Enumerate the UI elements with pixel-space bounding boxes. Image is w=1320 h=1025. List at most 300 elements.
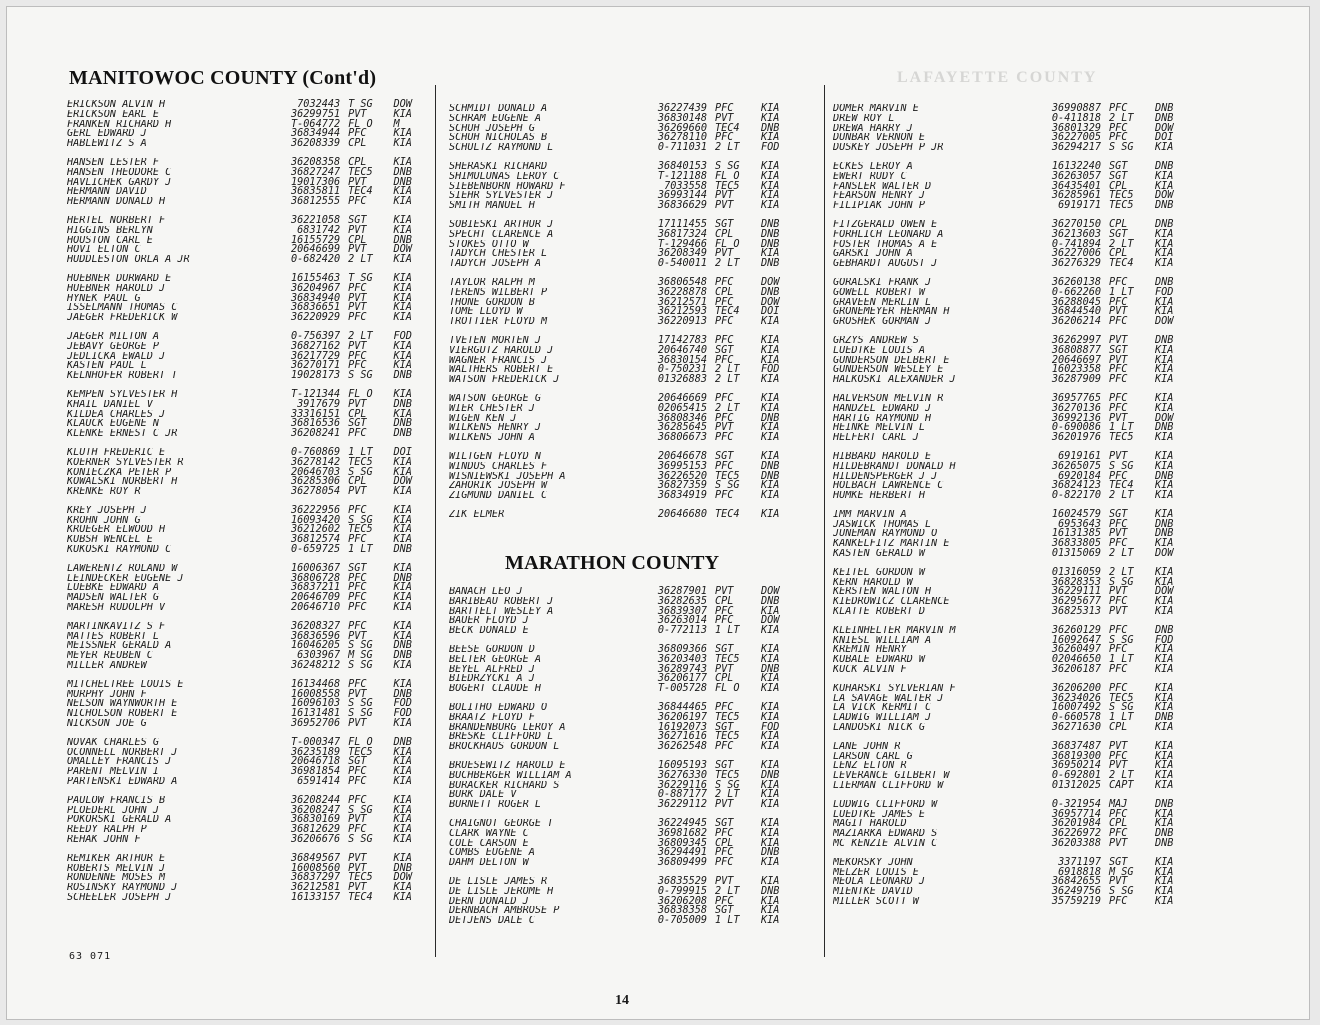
status: DNB [393,234,412,246]
soldier-name: KELNHOFER ROBERT T [67,371,178,381]
serial-number: 36212571 [657,296,707,308]
soldier-name: TAYLOR RALPH M [449,277,535,288]
serial-number: 36204967 [291,282,341,294]
rank: SGT [348,214,367,226]
serial-number: 36271630 [1051,722,1101,734]
soldier-name: BRUESEWITZ HAROLD E [449,760,566,771]
roster-entry [67,236,427,246]
serial-number: 36833805 [1051,538,1101,550]
roster-entry [67,274,427,284]
soldier-name: STOKES OTTO W [449,239,529,250]
roster-group [449,877,819,926]
rank: FL O [715,238,740,250]
soldier-name: LADWIG WILLIAM J [833,713,932,724]
roster-entry [67,883,427,893]
soldier-name: KREY JOSEPH J [67,505,147,516]
status: KIA [761,450,780,462]
roster-group [449,162,819,211]
serial-number: 16192073 [657,721,707,733]
soldier-name: FANSLER WALTER D [833,181,932,192]
rank: PFC [715,490,734,502]
rank: 1 LT [1109,712,1134,724]
rank: PVT [348,718,367,730]
status: FOD [1155,634,1174,646]
soldier-name: EWERT RUDY C [833,171,907,182]
soldier-name: ISSELMANN THOMAS C [67,303,178,314]
soldier-name: HUEBNER HAROLD J [67,283,166,294]
rank: S SG [348,466,373,478]
roster-group [449,220,819,269]
serial-number: 36260138 [1051,276,1101,288]
roster-group [833,336,1193,385]
soldier-name: HANSEN THEODORE C [67,167,172,178]
rank: SGT [1109,508,1128,520]
rank: S SG [1109,576,1134,588]
roster-entry [449,800,819,810]
rank: S SG [348,370,373,382]
rank: PFC [1109,664,1128,676]
roster-entry [833,307,1193,317]
roster-group [449,819,819,868]
roster-entry [833,172,1193,182]
roster-entry [67,168,427,178]
serial-number: 36830154 [657,354,707,366]
serial-number: 36206208 [657,895,707,907]
status: KIA [761,673,780,685]
serial-number: 36285645 [657,422,707,434]
serial-number: 36270150 [1051,218,1101,230]
soldier-name: HOLBACH LAWRENCE C [833,481,944,492]
roster-entry [67,197,427,207]
status: DOW [1155,122,1174,134]
soldier-name: ZIGMUND DANIEL C [449,491,548,501]
serial-number: 0-659725 [291,544,341,556]
serial-number: 16024579 [1051,508,1101,520]
status: KIA [393,408,412,420]
rank: 1 LT [1109,654,1134,666]
soldier-name: TADYCH JOSEPH A [449,259,542,269]
soldier-name: BEESE GORDON D [449,644,535,655]
rank: TEC4 [715,306,740,318]
rank: PFC [1109,122,1128,134]
soldier-name: HYNEK PAUL G [67,293,141,304]
serial-number: 36278142 [291,456,341,468]
serial-number: 16092647 [1051,634,1101,646]
rank: PFC [1109,296,1128,308]
status: FOD [761,364,780,376]
rank: PVT [348,176,367,188]
soldier-name: LA VICK KERMIT C [833,703,932,714]
soldier-name: MC KENZIE ALVIN C [833,839,938,849]
serial-number: 36229111 [1051,586,1101,598]
soldier-name: JASWICK THOMAS L [833,519,932,530]
rank: PFC [348,572,367,584]
roster-entry [833,191,1193,201]
soldier-name: LIERMAN CLIFFORD W [833,781,944,791]
rank: PFC [1109,644,1128,656]
roster-group [449,278,819,327]
soldier-name: WINDUS CHARLES F [449,461,548,472]
serial-number: 36212581 [291,882,341,894]
rank: TEC5 [348,166,373,178]
rank: PFC [1109,276,1128,288]
soldier-name: HUDDLESTON ORLA A JR [67,255,190,265]
roster-entry [833,645,1193,655]
rank: S SG [715,160,740,172]
soldier-name: KOWALSKI NORBERT H [67,477,178,488]
status: KIA [393,128,412,140]
soldier-name: PARENT MELVIN I [67,767,160,778]
status: KIA [393,882,412,894]
serial-number: 36248212 [291,660,341,672]
soldier-name: LUDWIG CLIFFORD W [833,799,938,810]
status: DOW [1155,316,1174,328]
rank: PFC [1109,750,1128,762]
roster-entry [833,703,1193,713]
serial-number: 36282635 [657,595,707,607]
serial-number: 36294491 [657,847,707,859]
status: KIA [761,817,780,829]
rank: T SG [348,99,373,110]
rank: S SG [715,480,740,492]
rank: S SG [1109,142,1134,154]
serial-number: 20646703 [291,466,341,478]
roster-entry [833,423,1193,433]
soldier-name: KIEDROWICZ CLARENCE [833,597,950,608]
soldier-name: BARIBEAU ROBERT J [449,596,554,607]
status: KIA [761,112,780,124]
roster-entry [67,748,427,758]
status: KIA [761,837,780,849]
soldier-name: ERICKSON EARL E [67,109,160,120]
soldier-name: MILLER SCOTT W [833,896,919,907]
roster-entry [833,375,1193,385]
soldier-name: BOGERT CLAUDE H [449,684,542,694]
status: FOD [1155,286,1174,298]
serial-number: 7033558 [664,180,707,192]
soldier-name: KREMIN HENRY [833,645,907,656]
bleed-through-heading: LAFAYETTE COUNTY [897,69,1098,86]
soldier-name: BURACKER RICHARD S [449,780,560,791]
soldier-name: HALKOSKI ALEXANDER J [833,375,956,385]
roster-entry [67,110,427,120]
serial-number: 36208358 [291,156,341,168]
roster-entry [833,452,1193,462]
serial-number: 36206200 [1051,682,1101,694]
status: DNB [761,470,780,482]
serial-number: 36990887 [1051,103,1101,114]
roster-entry [833,694,1193,704]
rank: S SG [1109,886,1134,898]
rank: TEC5 [1109,190,1134,202]
status: KIA [761,248,780,260]
status: DOW [1155,190,1174,202]
column-divider-1 [435,85,436,957]
rank: TEC5 [1109,692,1134,704]
serial-number: 36206177 [657,673,707,685]
status: KIA [1155,354,1174,366]
rank: TEC5 [715,470,740,482]
status: DNB [393,544,412,556]
roster-entry [67,835,427,845]
rank: TEC4 [715,508,740,520]
soldier-name: HILDENSPERGER J J [833,471,938,482]
rank: PFC [715,857,734,869]
rank: S SG [348,698,373,710]
status: DNB [393,176,412,188]
status: DNB [1155,112,1174,124]
serial-number: 0-692801 [1051,770,1101,782]
soldier-name: NELSON WAYNWORTH E [67,699,178,710]
roster-entry [833,684,1193,694]
rank: 2 LT [1109,238,1134,250]
serial-number: 36830148 [657,112,707,124]
status: KIA [1155,780,1174,792]
soldier-name: REHAK JOHN F [67,835,141,845]
soldier-name: KROHN JOHN G [67,515,141,526]
status: KIA [393,360,412,372]
status: KIA [761,779,780,791]
roster-entry [67,342,427,352]
rank: PFC [348,282,367,294]
roster-group [833,800,1193,849]
serial-number: 16046205 [291,640,341,652]
roster-group [833,394,1193,443]
roster-group [449,761,819,810]
roster-entry [67,680,427,690]
roster-entry [833,549,1193,559]
status: KIA [393,456,412,468]
status: DOW [761,586,780,597]
roster-group [67,738,427,787]
soldier-name: LANE JOHN R [833,741,901,752]
soldier-name: JAEGER MILTON A [67,331,160,342]
status: KIA [761,731,780,743]
rank: PFC [715,827,734,839]
status: DNB [1155,828,1174,840]
status: KIA [393,254,412,266]
status: DNB [393,370,412,382]
serial-number: 01326883 [657,374,707,386]
status: KIA [393,620,412,632]
serial-number: 36844540 [1051,306,1101,318]
rank: TEC4 [348,891,373,903]
roster-entry [67,226,427,236]
serial-number: 36957714 [1051,808,1101,820]
roster-entry [67,564,427,574]
soldier-name: LUEDTKE LOUIS A [833,345,926,356]
rank: S SG [715,779,740,791]
serial-number: 36220929 [291,312,341,324]
roster-entry [833,414,1193,424]
status: KIA [761,402,780,414]
soldier-name: MARESH RUDOLPH V [67,603,166,613]
status: FOD [761,142,780,154]
roster-entry [67,767,427,777]
serial-number: 36212602 [291,524,341,536]
roster-group [449,510,819,520]
serial-number: 3917679 [297,398,341,410]
soldier-name: THONE GORDON B [449,297,535,308]
status: KIA [393,302,412,314]
roster-entry [67,178,427,188]
serial-number: 36208244 [291,794,341,806]
roster-entry [67,815,427,825]
rank: PFC [348,678,367,690]
status: KIA [393,852,412,864]
soldier-name: FITZGERALD OWEN E [833,219,938,230]
status: KIA [761,895,780,907]
serial-number: 19028173 [291,370,341,382]
serial-number: 36295677 [1051,596,1101,608]
document-page [6,6,1310,1020]
serial-number: 36835811 [291,186,341,198]
status: KIA [761,190,780,202]
rank: PVT [1109,876,1128,888]
soldier-name: HAVLICHEK GARDY J [67,177,172,188]
roster-entry [833,810,1193,820]
soldier-name: PARTENSKI EDWARD A [67,777,178,787]
soldier-name: NICHOLSON ROBERT E [67,709,178,720]
roster-entry [833,259,1193,269]
serial-number: 36201984 [1051,818,1101,830]
rank: PVT [1109,306,1128,318]
status: DNB [761,286,780,298]
rank: M SG [348,650,373,662]
soldier-name: TVETEN MORTEN J [449,335,542,346]
serial-number: 0-799915 [657,885,707,897]
soldier-name: BRESKE CLIFFORD L [449,732,554,743]
serial-number: 36830169 [291,814,341,826]
serial-number: 36299751 [291,108,341,120]
status: KIA [761,170,780,182]
roster-entry [67,400,427,410]
roster-entry [67,216,427,226]
status: KIA [393,776,412,788]
status: KIA [393,824,412,836]
marathon-roster [449,587,819,935]
soldier-name: ERICKSON ALVIN H [67,100,166,110]
rank: SGT [715,643,734,655]
soldier-name: GRAVEEN MERLIN L [833,297,932,308]
soldier-name: DERN DONALD J [449,896,529,907]
rank: CAPT [1109,780,1134,792]
soldier-name: KNIESL WILLIAM A [833,635,932,646]
serial-number: 20646697 [1051,354,1101,366]
status: DOI [1155,132,1174,144]
serial-number: 36834944 [291,128,341,140]
soldier-name: HERMANN DAVID [67,187,147,198]
status: DOI [393,446,412,458]
soldier-name: PLOEDERL JOHN J [67,805,160,816]
soldier-name: KOERNER SYLVESTER R [67,457,184,468]
serial-number: 36235189 [291,746,341,758]
status: KIA [761,508,780,520]
roster-entry [67,506,427,516]
rank: PVT [1109,354,1128,366]
roster-entry [67,603,427,613]
status: KIA [1155,538,1174,550]
roster-entry [833,404,1193,414]
soldier-name: GEBHARDT AUGUST J [833,259,938,269]
rank: 1 LT [348,446,373,458]
status: KIA [1155,760,1174,772]
rank: PFC [1109,470,1128,482]
status: KIA [1155,722,1174,734]
serial-number: 20646709 [291,592,341,604]
status: DNB [761,412,780,424]
corner-code: 63 071 [69,951,112,962]
soldier-name: MILLER ANDREW [67,661,147,671]
rank: S SG [348,708,373,720]
status: DNB [1155,798,1174,810]
rank: PFC [715,432,734,444]
roster-entry [833,114,1193,124]
rank: 2 LT [348,254,373,266]
serial-number: 36834940 [291,292,341,304]
serial-number: 0-411818 [1051,112,1101,124]
roster-entry [449,684,819,694]
serial-number: 35759219 [1051,895,1101,907]
serial-number: 36222956 [291,504,341,516]
status: KIA [393,350,412,362]
status: KIA [761,799,780,811]
serial-number: T-064772 [291,118,341,130]
roster-entry [833,607,1193,617]
status: KIA [393,466,412,478]
soldier-name: MADSEN WALTER G [67,593,160,604]
roster-entry [833,839,1193,849]
status: DNB [393,640,412,652]
roster-entry [833,868,1193,878]
soldier-name: WILKENS HENRY J [449,423,542,434]
roster-entry [67,583,427,593]
status: KIA [1155,895,1174,907]
roster-entry [833,462,1193,472]
soldier-name: SHERASKI RICHARD [449,161,548,172]
serial-number: 36816536 [291,418,341,430]
roster-entry [449,201,819,211]
rank: TEC5 [348,872,373,884]
rank: PVT [348,302,367,314]
serial-number: 36260129 [1051,624,1101,636]
status: KIA [1155,306,1174,318]
rank: PVT [348,852,367,864]
manitowoc-county-heading: MANITOWOC COUNTY (Cont'd) [69,67,377,89]
soldier-name: LUEBKE EDWARD A [67,583,160,594]
roster-entry [67,448,427,458]
rank: TEC5 [348,746,373,758]
roster-entry [449,626,819,636]
soldier-name: BOLITHO EDWARD O [449,702,548,713]
status: FOD [393,698,412,710]
rank: S SG [348,514,373,526]
rank: PFC [1109,402,1128,414]
rank: PFC [348,196,367,208]
serial-number: 36287909 [1051,374,1101,386]
serial-number: 6918818 [1058,866,1101,878]
roster-entry [67,129,427,139]
roster-entry [833,665,1193,675]
rank: PVT [348,244,367,256]
soldier-name: SCHULTZ RAYMOND L [449,143,554,153]
roster-group [833,858,1193,907]
rank: 2 LT [715,258,740,270]
soldier-name: SIEHR SYLVESTER J [449,191,554,202]
rank: PVT [715,799,734,811]
status: KIA [393,660,412,672]
status: KIA [1155,886,1174,898]
